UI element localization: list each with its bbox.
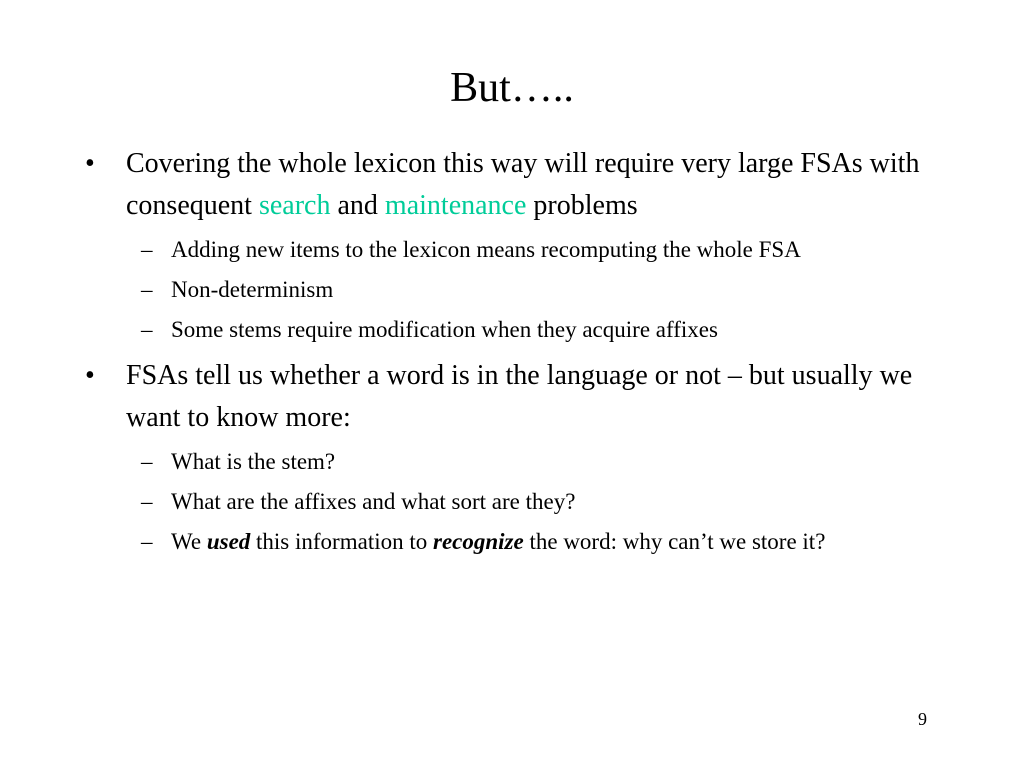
bullet-item [85, 355, 945, 439]
bullet-marker: • [85, 148, 95, 179]
dash-marker: – [141, 449, 153, 474]
dash-marker: – [141, 489, 153, 514]
dash-marker: – [141, 529, 153, 554]
sub-bullet-text: Some stems require modification when they acquire affixes [171, 317, 718, 342]
sub-bullet-item [85, 233, 945, 267]
dash-marker: – [141, 237, 153, 262]
highlight-search: search [258, 190, 331, 221]
bullet-text: Covering the whole lexicon this way will require very large FSAs with consequent [126, 148, 920, 221]
sub-bullet-text: What are the affixes and what sort are they? [171, 489, 576, 514]
slide-body [85, 143, 945, 559]
sub-bullet-text: Non-determinism [171, 277, 334, 302]
bullet-marker: • [85, 360, 95, 391]
bullet-item [85, 143, 945, 227]
dash-marker: – [141, 277, 153, 302]
bullet-text: problems [526, 190, 638, 221]
dash-marker: – [141, 317, 153, 342]
sub-bullet-text: Adding new items to the lexicon means recomputing the whole FSA [171, 237, 801, 262]
sub-bullet-item [85, 525, 945, 559]
bullet-text: FSAs tell us whether a word is in the language or not – but usually we want to know more: [126, 360, 913, 433]
sub-bullet-text: We [171, 529, 207, 554]
page-number: 9 [918, 709, 927, 729]
sub-bullet-item [85, 485, 945, 519]
emphasis-recognize: recognize [433, 529, 524, 554]
highlight-maintenance: maintenance [384, 190, 527, 221]
slide-title: But….. [450, 65, 574, 111]
sub-bullet-item [85, 445, 945, 479]
bullet-text: and [330, 190, 385, 221]
sub-bullet-text: What is the stem? [171, 449, 336, 474]
sub-bullet-item [85, 273, 945, 307]
sub-bullet-text: this information to [250, 529, 433, 554]
sub-bullet-item [85, 313, 945, 347]
emphasis-used: used [206, 529, 251, 554]
sub-bullet-text: the word: why can’t we store it? [523, 529, 826, 554]
